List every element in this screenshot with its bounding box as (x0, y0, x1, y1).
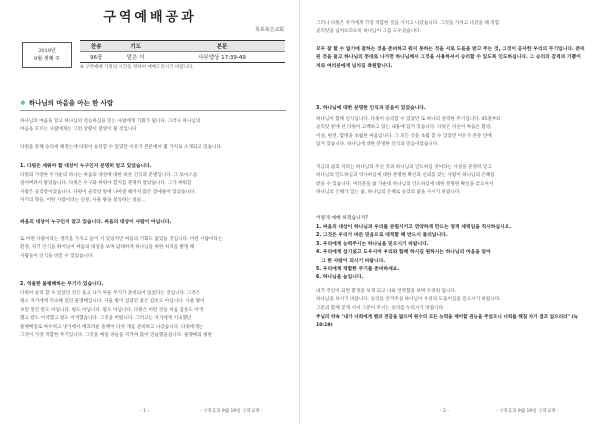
application-list: 1. 싸움의 대상이 하나님과 우리를 분열시키고 연약하게 만드는 영적 세력임을 직시하십시오. 2. 그것은 우리가 바른 믿음으로 대적할 때 반드시 물러납니다. 3. 우리에게 능력주시는 하나님을 믿으시기 바랍니다. 4. 우리에게 섬기셨고 도우시며 우리와 함께 하시길 원하시는 하나님의 마음을 알아 그 한 사람이 되시기 바랍니다. 5. 우리에게 적합한 무기를 준비하세요. 6. 하나님을 높입니다. (316, 225, 512, 281)
heading-rule (20, 110, 286, 111)
header-prayer: 기도 (112, 41, 159, 52)
section-2-body: 다윗이 승리 할 수 있었던 것은 돌고 나가 싸울 무기가 준비되어 있었다는 것입니다. 그것은 평소 자기에게 익숙해 있던 물맷매입니다. 사울 왕이 입었던 좋은 갑옷도 아닙니다. 사울 왕이 보면 멋진 칼도 아닙니다. 평도 아닙니다. 활도 아닙니다. 다윗은 이런 것을 처음 갑옷도 어색 했고 칼도 어색했고 창도 어색했습니다. 그것을 버렸니다. 그러고는 자기에게 익숙했던 물맷매질로 싸우려고 냇가에서 매끄러운 돌맹이 다섯 개를 준비하고 나갔습니다. 다윗에게는 그것이 가장 적합한 무기입니다. 그것을 매일 양들을 지키며 많이 연습했을겁니다. 물맷매의 평판 (20, 291, 213, 339)
header-hymn: 찬송 (80, 41, 112, 52)
right-page (300, 0, 600, 424)
service-note: ※ 구역예배 가정의 시간을 정하여 예배드리시기 바랍니다. (80, 65, 194, 70)
heading-bullet-icon: ❖ (20, 99, 26, 107)
header-scripture: 본문 (159, 41, 285, 52)
page-number-2: - 2 - (440, 409, 449, 414)
section-2-title: 2. 억울한 불평해하는 무기가 있습니다. (20, 282, 104, 287)
right-paragraph-2: 모두 잘 할 수 없기에 잘하는 것을 준비하고 뭐지 못하는 것을 서로 도움을 받고 주는 것, 그것이 공사한 우리의 무기입니다. 준비된 것을 들고 하나님의 뜻대로 나가면 하나님께서 그것을 사용하셔서 승리할 수 있도록 인도하십니다. 그 승리의 감격과 기쁨이 저와 여러분에게 넘치길 축원합니다. (316, 47, 585, 69)
prayer-value: 맡은 이 (112, 52, 159, 63)
section-1-body: 다윗의 가장한 두가운의 하나는 싸움의 대상에 대한 바른 인식과 분별입니다. 그 보이스를 일어버려서 말았습니다. 다윗은 두구와 싸워야 할지를 분명히 알았습니다. 그가 싸워할 사람은 골리앗이었습니다. 다윗이 골리앗 앞에 나아갈 때까지 많은 장애물이 있었습니다. 자기의 형들, 어떤 사람이라는 신분, 사울 왕을 설득하는 일들... (20, 173, 198, 204)
lesson-heading: ❖ 하나님의 마음을 아는 한 사람 (20, 99, 114, 107)
closing-paragraph: 내가 주인이 되면 환경을 보게 되고 나와 연약함을 보며 두려워 됩니다. 하나님을 보시기 바랍니다. 승리를 안겨주실 하나님이 우리의 도움이심을 믿으시기 바랍니다. 그분과 함께 굳게 서서 그분이 주시는 승리를 누리시기 바랍니다. (316, 289, 501, 311)
footer-note-2: - 구역공과 9월 19일 구역교재 - (496, 409, 559, 414)
section-1-body-2: 또 어떤 사람이라는 생각을 가지고 들어 서 있었지만 싸움의 기회도 없었을 것입니다. 어떤 사람이라는 환경, 자기 인식을 뛰어넘어 싸움의 대상을 보며 담대하게 하나님을 위한 처지를 발명 해 사람들이 인식을 바꿀 수 있었습니다. (20, 237, 223, 259)
section-1-title: 1. 다윗은 세워야 할 대상이 누구인지 분명히 알고 있었습니다. (20, 164, 152, 169)
right-paragraph-1: 그러나 다윗은 자기에게 가장 적합한 것을 가지고 나갔습니다. 그것을 가지고 나갔을 때 적합 골리앗을 넘어뜨리도록 하나님이 그를 도우셨습니다. (316, 21, 500, 35)
date-year: 2019년 (38, 48, 56, 54)
page-title: 구역예배공과 (103, 10, 197, 25)
section-3-title: 3. 하나님에 대한 분명한 인식과 믿음이 있었습니다. (316, 106, 426, 111)
application-title: 어떻게 예배 하겠습니까? (316, 216, 368, 221)
hymn-value: 96장 (80, 52, 112, 63)
section-1-quote: 싸움의 대상이 누구인지 알고 있습니다. 싸움의 대상이 사람이 아닙니다. (20, 220, 172, 225)
footer-note-1: - 구역공과 9월 19일 구역교재 - (200, 409, 263, 414)
intro-paragraph: 하나님의 마음을 알고 하나님의 전능하심을 믿는 사람에게 기회가 됩니다. 그러나 하나님의 마음을 모르는 사람에게는 그런 상황이 절망이 될 것입니다 (20, 119, 201, 133)
intro-paragraph-2: 다윗을 통해 승리에 해결는데 다윗이 승리할 수 있었던 이유가 본문에서 몇 가지로 소개되고 있습니다. (20, 145, 223, 150)
page-number-1: - 1 - (140, 409, 149, 414)
service-table (80, 40, 285, 63)
section-3-body: 하나님이 함께 인식입니다. 다윗이 승리할 수 있었던 또 하나의 강력한 무기입니다. 45절부터 골리앗 앞에 선 다윗이 고백하고 있는 내용에 담겨 있습니다. 다윗은 자신이 싸움은 환경, 이성, 편견, 합병을 초월한 싸움입니다. 그 모든 것을 초월 할 수 있었던 이유가 본문 안에 담겨 있습니다. 하나님에 대한 분명한 인식과 믿음이었습니다. (316, 117, 501, 148)
promise-verse: 주님의 약속 "내가 너희에게 뱀과 전갈을 밟으며 원수의 모든 능력을 제어할 권능을 주었으니 너희를 해칠 자가 결코 없으리라" (눅 10:19) (316, 315, 578, 329)
scripture-value: 사무엘상 17:39-49 (159, 52, 285, 63)
church-name: 목포북은교회 (255, 27, 284, 33)
date-week: 9월 셋째 주 (34, 56, 60, 62)
date-box (22, 42, 72, 68)
section-3-body-2: 지금의 삶의 자리는 하나님의 주신 것과 하나님의 인도하심 것이라는 사실을 분명히 믿고 하나님의 인도하심과 역사하심에 대한 분명한 확신과 신뢰를 갖는 사람이 하나님의 은혜를 받을 수 있습니다. 여러분들 삶 가운데 하나님의 인도하심에 대한 분명한 확신을 갖으셔서 하나님의 은혜가 있는 삶, 하나님의 은혜로 승리의 삶을 사시기 바랍니다. (316, 165, 495, 196)
